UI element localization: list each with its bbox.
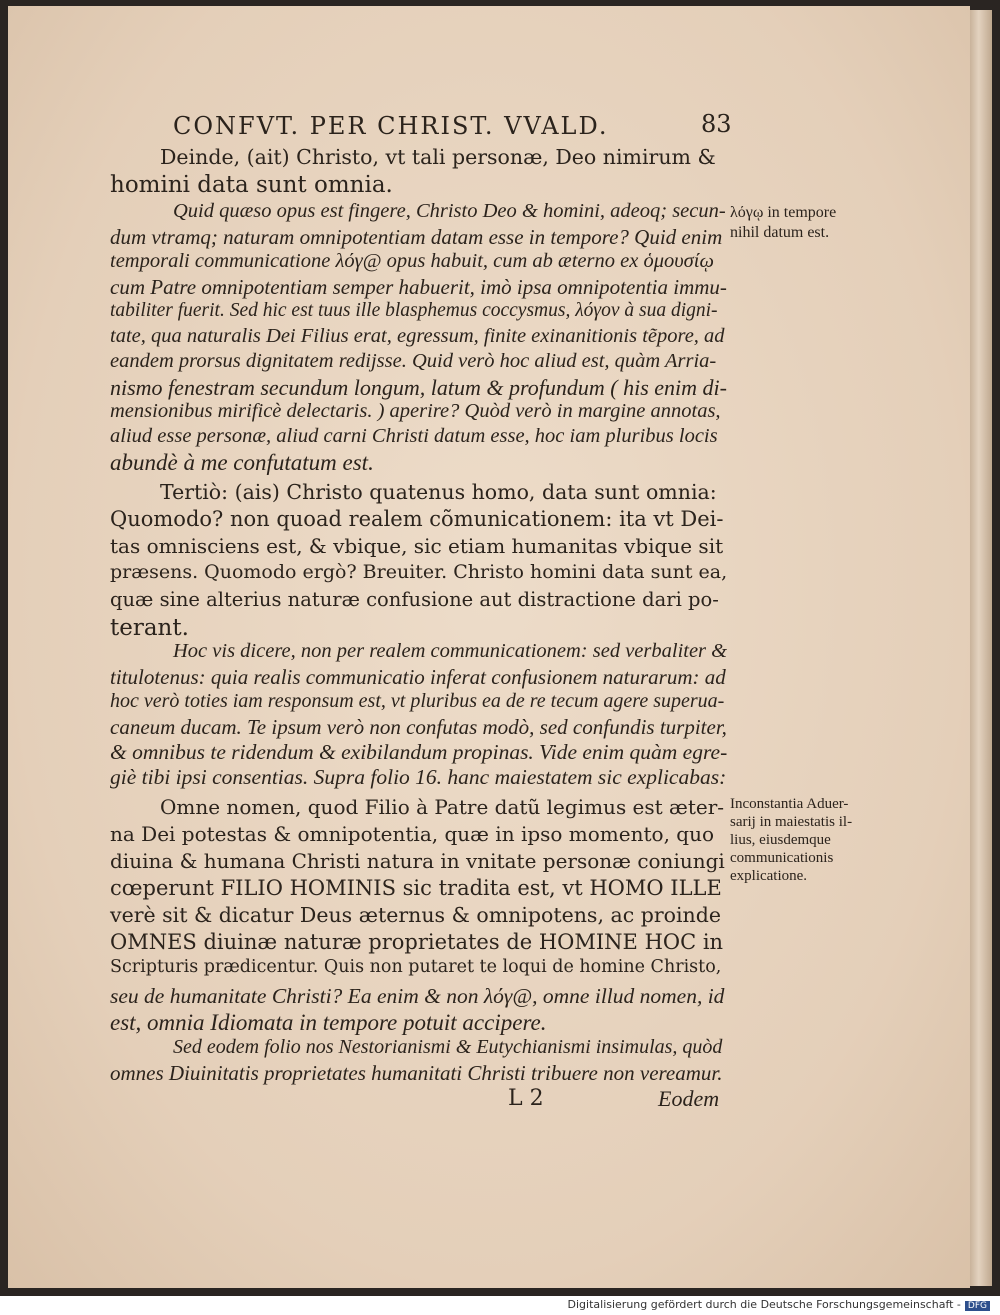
text-line: dum vtramq; naturam omnipotentiam datam esse in tempore? Quid enim — [110, 225, 723, 249]
dfg-logo: DFG — [965, 1301, 990, 1311]
text-line: Omne nomen, quod Filio à Patre datũ legimus est æter- — [160, 795, 725, 819]
margin-note-2-line-1: Inconstantia Aduer- — [730, 796, 849, 812]
text-line: aliud esse personæ, aliud carni Christi datum esse, hoc iam pluribus locis — [110, 425, 718, 447]
text-line: seu de humanitate Christi? Ea enim & non λόγ@, omne illud nomen, id — [110, 984, 725, 1008]
text-line: Quid quæso opus est fingere, Christo Deo & homini, adeoq; secun- — [173, 200, 726, 222]
text-line: cum Patre omnipotentiam semper habuerit, imò ipsa omnipotentia immu- — [110, 275, 727, 299]
text-line: diuina & humana Christi natura in vnitate personæ coniungi — [110, 849, 725, 873]
signature-mark: L 2 — [508, 1086, 544, 1111]
running-head: CONFVT. PER CHRIST. VVALD. — [173, 112, 609, 140]
text-line: Sed eodem folio nos Nestorianismi & Eutychianismi insimulas, quòd — [173, 1036, 723, 1058]
catchword: Eodem — [658, 1086, 720, 1111]
footer-credit: Digitalisierung gefördert durch die Deutsche Forschungsgemeinschaft - — [567, 1298, 961, 1311]
text-line: na Dei potestas & omnipotentia, quæ in ipso momento, quo — [110, 822, 715, 846]
text-line: Deinde, (ait) Christo, vt tali personæ, Deo nimirum & — [160, 145, 716, 169]
book-page — [8, 6, 970, 1288]
text-line: mensionibus mirificè delectaris. ) aperire? Quòd verò in margine annotas, — [110, 400, 721, 422]
text-line: giè tibi ipsi consentias. Supra folio 16. hanc maiestatem sic explicabas: — [110, 765, 727, 789]
text-line: tas omnisciens est, & vbique, sic etiam humanitas vbique sit — [110, 534, 724, 558]
text-line: abundè à me confutatum est. — [110, 450, 374, 475]
text-line: & omnibus te ridendum & exibilandum propinas. Vide enim quàm egre- — [110, 740, 728, 764]
text-line: præsens. Quomodo ergò? Breuiter. Christo homini data sunt ea, — [110, 561, 728, 583]
text-line: eandem prorsus dignitatem redijsse. Quid verò hoc aliud est, quàm Arria- — [110, 350, 717, 372]
text-line: Tertiò: (ais) Christo quatenus homo, data sunt omnia: — [160, 480, 717, 504]
text-line: verè sit & dicatur Deus æternus & omnipotens, ac proinde — [110, 903, 721, 927]
margin-note-2-line-4: communicationis — [730, 850, 834, 866]
text-line: OMNES diuinæ naturæ proprietates de HOMINE HOC in — [110, 930, 724, 954]
footer-bar — [0, 1296, 1000, 1315]
text-line: caneum ducam. Te ipsum verò non confutas modò, sed confundis turpiter, — [110, 715, 727, 739]
text-line: Quomodo? non quoad realem cõmunicationem: ita vt Dei- — [110, 507, 724, 531]
text-line: cœperunt FILIO HOMINIS sic tradita est, vt HOMO ILLE — [110, 876, 722, 900]
text-line: quæ sine alterius naturæ confusione aut distractione dari po- — [110, 588, 719, 611]
text-line: tabiliter fuerit. Sed hic est tuus ille blasphemus coccysmus, λόγον à sua digni- — [110, 300, 718, 321]
margin-note-2-line-3: lius, eiusdemque — [730, 832, 831, 848]
text-line: temporali communicatione λόγ@ opus habuit, cum ab æterno ex ὁμουσίῳ — [110, 250, 714, 272]
text-line: omnes Diuinitatis proprietates humanitati Christi tribuere non vereamur. — [110, 1061, 723, 1085]
text-line: Scripturis prædicentur. Quis non putaret te loqui de homine Christo, — [110, 957, 722, 977]
text-line: homini data sunt omnia. — [110, 172, 393, 198]
page-number: 83 — [701, 110, 732, 138]
text-line: Hoc vis dicere, non per realem communicationem: sed verbaliter & — [173, 640, 728, 662]
text-line: tate, qua naturalis Dei Filius erat, egressum, finite exinanitionis tẽpore, ad — [110, 325, 725, 347]
text-line: nismo fenestram secundum longum, latum & profundum ( his enim di- — [110, 375, 727, 400]
page-edge — [970, 10, 992, 1286]
margin-note-1-line-1: λόγῳ in tempore — [730, 204, 837, 221]
margin-note-2-line-5: explicatione. — [730, 868, 808, 884]
margin-note-1-line-2: nihil datum est. — [730, 224, 830, 241]
text-line: terant. — [110, 615, 189, 641]
margin-note-2-line-2: sarij in maiestatis il- — [730, 814, 853, 830]
text-line: est, omnia Idiomata in tempore potuit accipere. — [110, 1010, 547, 1035]
text-line: hoc verò toties iam responsum est, vt pluribus ea de re tecum agere superua- — [110, 690, 725, 712]
text-line: titulotenus: quia realis communicatio inferat confusionem naturarum: ad — [110, 665, 726, 689]
